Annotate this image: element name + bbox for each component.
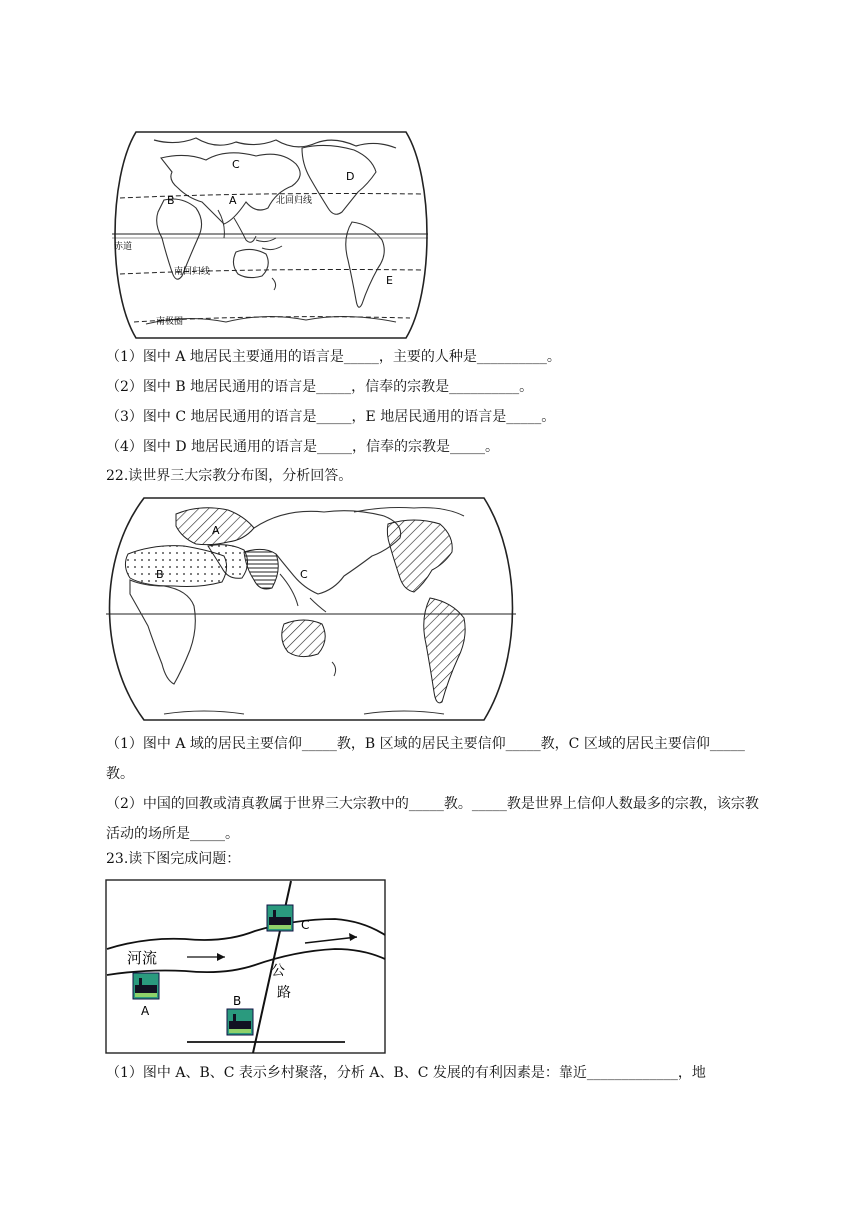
q23-title: 23.读下图完成问题： [106,851,241,867]
label-tropic-south: 南回归线 [174,267,211,277]
label-antarctic: 南极圈 [156,317,184,327]
q21-sub1: （1）图中 A 地居民主要通用的语言是_____，主要的人种是__________。 [106,349,561,365]
label-c: C [301,918,310,932]
label-road-1: 公 [271,963,285,979]
world-map-religions [104,494,518,722]
label-d: D [346,170,355,183]
label-a: A [229,194,237,207]
settlement-diagram [105,879,386,1054]
label-b: B [233,994,242,1008]
label-a: A [141,1004,150,1018]
q21-sub3: （3）图中 C 地居民通用的语言是_____，E 地居民通用的语言是_____。 [106,409,556,425]
label-c: C [232,158,240,171]
settlement-b-icon [227,1009,253,1035]
q22-title: 22.读世界三大宗教分布图，分析回答。 [106,468,353,484]
q23-sub1: （1）图中 A、B、C 表示乡村聚落，分析 A、B、C 发展的有利因素是：靠近_____________，地 [106,1065,706,1081]
label-a: A [212,524,220,537]
label-b: B [156,568,164,581]
settlement-a-icon [133,973,159,999]
q22-sub2: （2）中国的回教或清真教属于世界三大宗教中的_____教。_____教是世界上信仰人数最多的宗教，该宗教活动的场所是_____。 [106,796,759,842]
q21-sub4: （4）图中 D 地居民通用的语言是_____，信奉的宗教是_____。 [106,439,500,455]
label-equator: 赤道 [114,242,133,252]
q21-sub2: （2）图中 B 地居民通用的语言是_____，信奉的宗教是__________。 [106,379,534,395]
label-c: C [300,568,308,581]
world-map-languages [106,128,436,342]
settlement-c-icon [267,905,293,931]
q22-sub1: （1）图中 A 域的居民主要信仰_____教，B 区域的居民主要信仰_____教，C 区域的居民主要信仰_____教。 [106,736,745,782]
label-e: E [386,274,393,287]
label-river: 河流 [127,949,158,967]
label-tropic-north: 北回归线 [276,196,313,206]
label-b: B [167,194,175,207]
label-road-2: 路 [277,985,291,1001]
